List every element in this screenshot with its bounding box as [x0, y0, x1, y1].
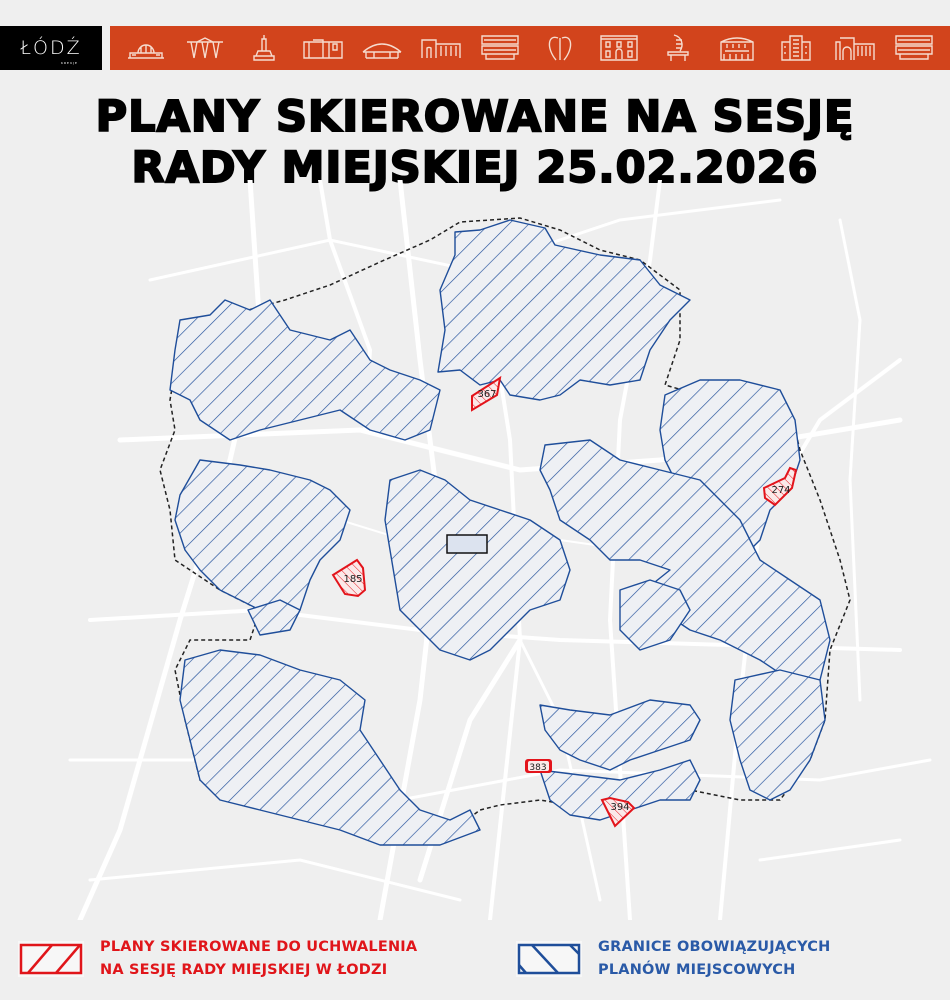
page-title	[0, 92, 950, 194]
city-centre-frame	[447, 535, 487, 553]
modern-building-icon	[478, 32, 522, 64]
forest-pavilion-icon	[183, 32, 227, 64]
train-station-icon	[124, 32, 168, 64]
arena-icon	[360, 32, 404, 64]
existing-plans-layer	[170, 220, 830, 845]
legend-item-existing-plans	[516, 936, 830, 982]
plan-label-383: 383	[529, 763, 547, 773]
palace-icon	[419, 32, 463, 64]
legend-line: PLANY SKIEROWANE DO UCHWALENIA	[100, 939, 418, 955]
legend-label-session-plans	[100, 936, 417, 982]
plan-185[interactable]	[333, 560, 365, 596]
legend-label-existing-plans	[598, 936, 830, 982]
map-legend	[0, 930, 950, 990]
blue-hatch-swatch-icon	[516, 941, 582, 977]
city-logo	[0, 26, 102, 70]
heart-sculpture-icon	[538, 32, 582, 64]
sculpture-icon	[656, 32, 700, 64]
logo-subtext: KREUJE	[61, 61, 78, 65]
tower-block-icon	[774, 32, 818, 64]
title-line-1: PLANY SKIEROWANE NA SESJĘ	[95, 92, 855, 142]
landmarks-banner	[110, 26, 950, 70]
museum-icon	[833, 32, 877, 64]
legend-line: PLANÓW MIEJSCOWYCH	[598, 962, 796, 978]
city-plan-map[interactable]	[0, 180, 950, 920]
plan-label-274: 274	[771, 485, 791, 496]
plan-383[interactable]	[525, 759, 552, 773]
plan-label-185: 185	[343, 574, 363, 585]
office-block-icon	[892, 32, 936, 64]
title-line-2: RADY MIEJSKIEJ 25.02.2026	[131, 143, 819, 193]
mansion-icon	[715, 32, 759, 64]
legend-line: GRANICE OBOWIĄZUJĄCYCH	[598, 939, 831, 955]
legend-line: NA SESJĘ RADY MIEJSKIEJ W ŁODZI	[100, 962, 388, 978]
legend-item-session-plans	[18, 936, 417, 982]
townhouse-icon	[597, 32, 641, 64]
logo-text: ŁÓDŹ	[20, 37, 82, 59]
factory-icon	[301, 32, 345, 64]
red-hatch-swatch-icon	[18, 941, 84, 977]
plan-label-367: 367	[477, 389, 497, 400]
monument-icon	[242, 32, 286, 64]
plan-label-394: 394	[610, 802, 630, 813]
